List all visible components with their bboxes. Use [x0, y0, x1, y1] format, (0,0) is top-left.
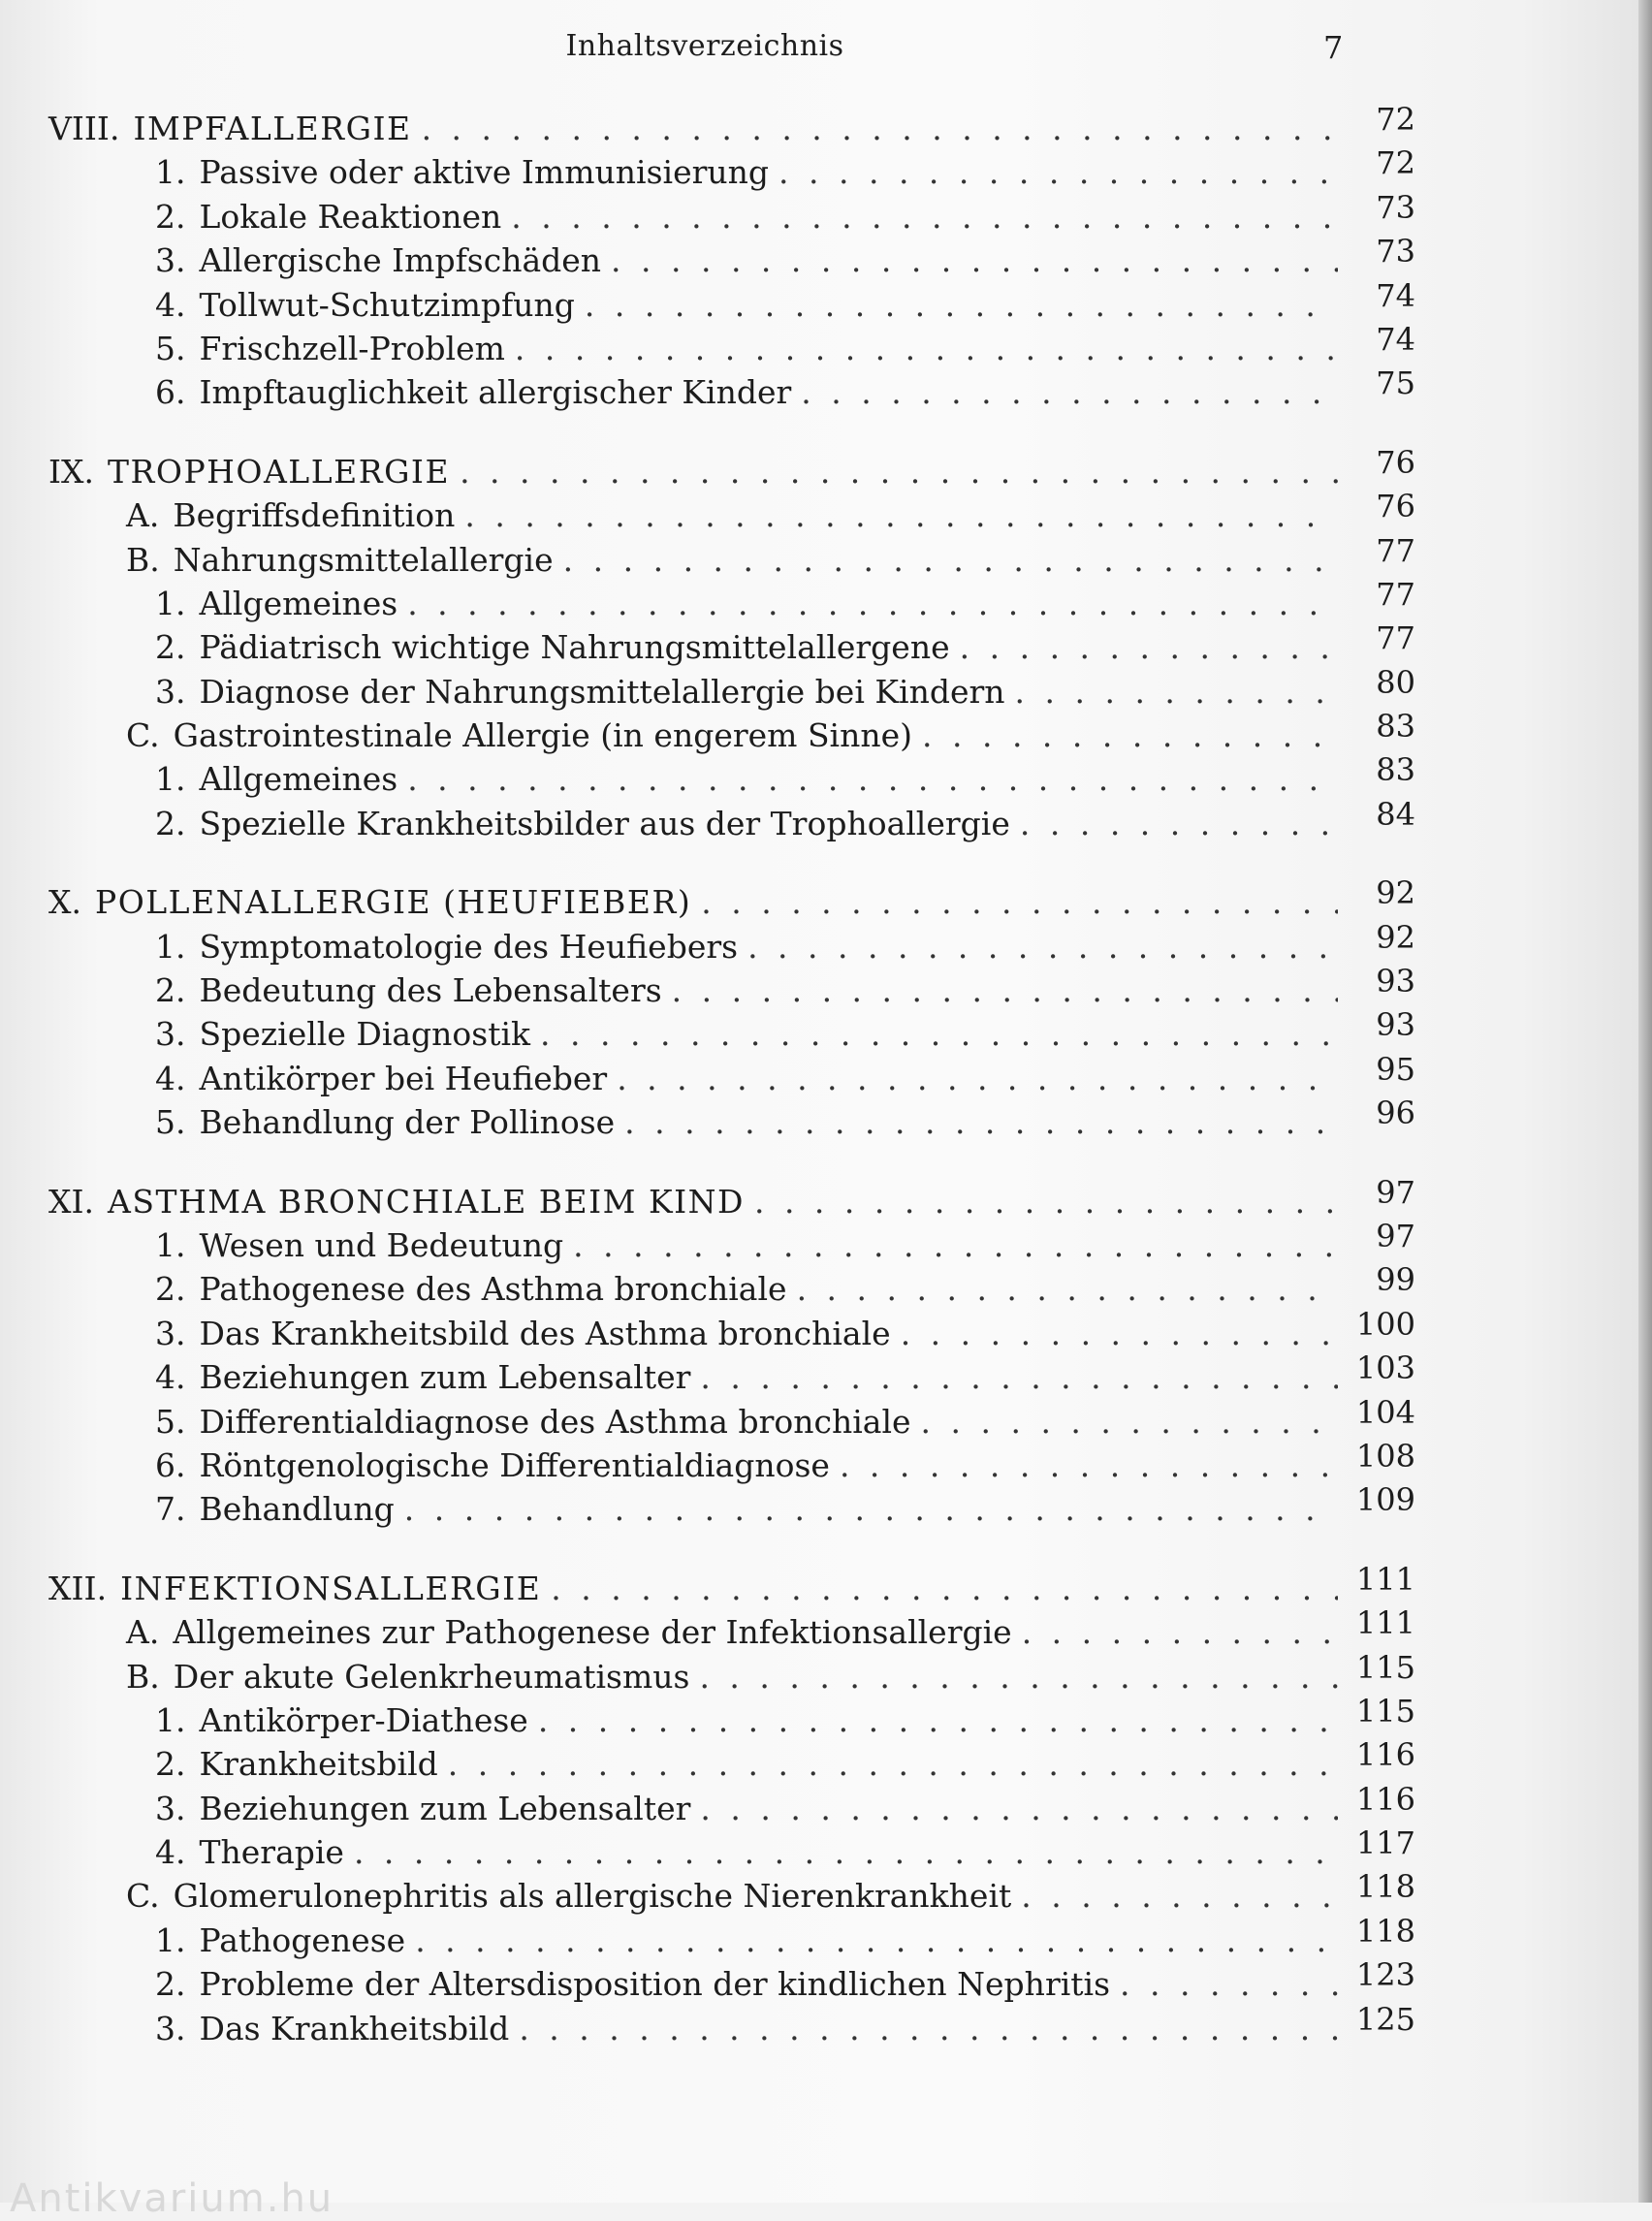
toc-entry-number: 2.: [155, 197, 186, 236]
toc-entry-page: 116: [1355, 1736, 1415, 1774]
toc-entry-item: [0, 1050, 1415, 1100]
toc-entry-number: 5.: [155, 1103, 186, 1142]
toc-entry-item: [0, 795, 1415, 845]
toc-dot-leader: [701, 880, 1338, 924]
toc-entry-page: 92: [1376, 874, 1415, 912]
toc-entry-page: 118: [1355, 1868, 1415, 1906]
toc-entry-page: 97: [1376, 1173, 1415, 1211]
toc-dot-leader: [922, 714, 1338, 757]
toc-entry-title: Antikörper bei Heufieber: [199, 1059, 608, 1097]
toc-entry-title: Behandlung: [199, 1490, 395, 1529]
toc-dot-leader: [1015, 670, 1338, 714]
toc-entry-title: Allgemeines: [199, 584, 398, 622]
toc-entry-page: 75: [1376, 365, 1415, 402]
toc-dot-leader: [1120, 1962, 1338, 2006]
toc-entry-title: Symptomatologie des Heufiebers: [199, 927, 739, 966]
toc-dot-leader: [797, 1267, 1338, 1311]
toc-entry-number: 2.: [155, 1270, 186, 1309]
toc-entry-item: [0, 233, 1415, 282]
toc-entry-page: 109: [1355, 1481, 1415, 1519]
toc-entry-page: 104: [1355, 1393, 1415, 1431]
toc-dot-leader: [960, 625, 1338, 669]
toc-entry-page: 111: [1355, 1604, 1415, 1642]
toc-entry-page: 72: [1376, 101, 1415, 138]
toc-entry-number: 3.: [155, 241, 186, 280]
toc-entry-subitem: [0, 1780, 1415, 1830]
toc-entry-title: Allgemeines zur Pathogenese der Infektionsallergie: [173, 1613, 1012, 1652]
toc-dot-leader: [519, 2007, 1338, 2050]
toc-entry-page: 95: [1376, 1050, 1415, 1088]
toc-entry-title: Wesen und Bedeutung: [199, 1225, 564, 1264]
toc-entry-number: 4.: [155, 1833, 186, 1872]
toc-entry-page: 108: [1355, 1437, 1415, 1475]
toc-entry-title: Behandlung der Pollinose: [199, 1103, 616, 1142]
toc-entry-page: 116: [1355, 1780, 1415, 1818]
toc-entry-title: Krankheitsbild: [199, 1745, 438, 1784]
toc-entry-subitem: [0, 2000, 1415, 2050]
toc-entry-item: [0, 1006, 1415, 1056]
toc-entry-page: 96: [1376, 1095, 1415, 1132]
toc-entry-item: [0, 1481, 1415, 1531]
toc-dot-leader: [1021, 1874, 1338, 1918]
toc-entry-number: 7.: [155, 1490, 186, 1529]
toc-entry-title: INFEKTIONSALLERGIE: [120, 1569, 542, 1607]
toc-entry-number: 6.: [155, 373, 186, 412]
toc-entry-chapter: [0, 874, 1415, 924]
toc-entry-item: [0, 619, 1415, 669]
toc-dot-leader: [700, 1787, 1338, 1830]
toc-entry-chapter: [0, 101, 1415, 150]
toc-entry-number: 1.: [155, 927, 186, 966]
toc-entry-title: Spezielle Krankheitsbilder aus der Trophoallergie: [199, 804, 1010, 842]
toc-entry-page: 76: [1376, 443, 1415, 481]
toc-dot-leader: [585, 283, 1338, 327]
toc-entry-number: 2.: [155, 804, 186, 842]
toc-entry-page: 74: [1376, 276, 1415, 314]
toc-entry-number: 5.: [155, 329, 186, 367]
toc-entry-number: 1.: [155, 153, 186, 192]
toc-dot-leader: [801, 370, 1338, 414]
toc-entry-title: POLLENALLERGIE (HEUFIEBER): [94, 883, 692, 922]
toc-dot-leader: [460, 450, 1338, 493]
running-title: Inhaltsverzeichnis: [565, 29, 844, 63]
toc-entry-page: 99: [1376, 1261, 1415, 1299]
toc-dot-leader: [448, 1742, 1338, 1786]
toc-dot-leader: [538, 1698, 1338, 1742]
toc-dot-leader: [754, 1180, 1338, 1223]
toc-entry-number: 4.: [155, 285, 186, 324]
toc-dot-leader: [1020, 802, 1338, 845]
toc-entry-number: XII.: [48, 1569, 108, 1607]
toc-dot-leader: [747, 925, 1338, 968]
toc-entry-number: 2.: [155, 628, 186, 667]
toc-entry-item: [0, 1217, 1415, 1267]
toc-entry-number: VIII.: [48, 110, 120, 147]
toc-entry-title: Diagnose der Nahrungsmittelallergie bei Kindern: [199, 672, 1005, 711]
toc-entry-page: 97: [1376, 1217, 1415, 1254]
toc-entry-number: 1.: [155, 584, 186, 622]
toc-entry-title: Differentialdiagnose des Asthma bronchiale: [199, 1402, 911, 1441]
toc-entry-item: [0, 276, 1415, 327]
toc-entry-title: Therapie: [199, 1833, 344, 1872]
toc-entry-item: [0, 575, 1415, 625]
toc-dot-leader: [354, 1830, 1338, 1874]
toc-entry-title: Pathogenese des Asthma bronchiale: [199, 1270, 787, 1309]
toc-entry-page: 93: [1376, 963, 1415, 1000]
toc-dot-leader: [464, 493, 1338, 537]
toc-entry-title: IMPFALLERGIE: [133, 110, 412, 147]
toc-entry-page: 76: [1376, 488, 1415, 525]
toc-entry-title: Bedeutung des Lebensalters: [199, 971, 662, 1010]
table-of-contents: [0, 101, 1652, 2085]
toc-entry-title: Probleme der Altersdisposition der kindlichen Nephritis: [199, 1965, 1111, 2004]
toc-dot-leader: [700, 1355, 1338, 1399]
toc-entry-page: 93: [1376, 1006, 1415, 1044]
toc-entry-chapter: [0, 443, 1415, 493]
toc-dot-leader: [624, 1100, 1338, 1144]
toc-entry-number: 4.: [155, 1358, 186, 1397]
toc-entry-number: 5.: [155, 1402, 186, 1441]
toc-entry-page: 77: [1376, 619, 1415, 657]
toc-entry-number: 2.: [155, 1965, 186, 2004]
toc-entry-item: [0, 1261, 1415, 1311]
toc-dot-leader: [415, 1919, 1338, 1962]
toc-dot-leader: [407, 757, 1338, 801]
toc-entry-item: [0, 1393, 1415, 1444]
toc-entry-letter: [0, 531, 1415, 582]
toc-entry-page: 83: [1376, 751, 1415, 789]
toc-entry-page: 77: [1376, 575, 1415, 613]
toc-entry-number: 6.: [155, 1445, 186, 1484]
toc-entry-chapter: [0, 1560, 1415, 1610]
toc-entry-page: 125: [1355, 2000, 1415, 2038]
toc-entry-title: Glomerulonephritis als allergische Nierenkrankheit: [173, 1877, 1012, 1916]
toc-entry-item: [0, 1437, 1415, 1487]
toc-entry-item: [0, 365, 1415, 414]
toc-section: [0, 874, 1652, 1144]
toc-entry-title: Röntgenologische Differentialdiagnose: [199, 1445, 830, 1484]
toc-entry-number: A.: [126, 496, 160, 535]
toc-entry-title: Beziehungen zum Lebensalter: [199, 1789, 691, 1827]
toc-dot-leader: [404, 1487, 1338, 1531]
toc-entry-item: [0, 963, 1415, 1012]
toc-entry-title: Beziehungen zum Lebensalter: [199, 1358, 691, 1397]
toc-entry-number: 1.: [155, 1225, 186, 1264]
toc-entry-page: 100: [1355, 1305, 1415, 1343]
toc-entry-page: 115: [1355, 1692, 1415, 1729]
toc-entry-number: 1.: [155, 1920, 186, 1959]
toc-entry-title: Der akute Gelenkrheumatismus: [173, 1657, 690, 1696]
toc-entry-number: 1.: [155, 1700, 186, 1739]
toc-entry-title: Pathogenese: [199, 1920, 406, 1959]
toc-dot-leader: [515, 327, 1338, 370]
toc-entry-number: B.: [126, 1657, 160, 1696]
toc-entry-number: B.: [126, 540, 160, 579]
toc-entry-number: 3.: [155, 1015, 186, 1054]
toc-entry-number: 3.: [155, 1789, 186, 1827]
toc-entry-letter: [0, 488, 1415, 537]
toc-section: [0, 1173, 1652, 1532]
toc-dot-leader: [617, 1057, 1338, 1100]
toc-entry-title: Das Krankheitsbild: [199, 2009, 510, 2047]
toc-entry-title: Lokale Reaktionen: [199, 197, 502, 236]
toc-entry-number: C.: [126, 1877, 160, 1916]
toc-dot-leader: [422, 107, 1338, 150]
toc-entry-item: [0, 1305, 1415, 1355]
toc-entry-subitem: [0, 1736, 1415, 1786]
toc-dot-leader: [511, 195, 1338, 238]
toc-entry-subitem: [0, 1956, 1415, 2006]
toc-entry-title: ASTHMA BRONCHIALE BEIM KIND: [108, 1182, 745, 1221]
toc-entry-page: 117: [1355, 1824, 1415, 1862]
toc-entry-letter: [0, 1604, 1415, 1654]
toc-entry-title: Spezielle Diagnostik: [199, 1015, 531, 1054]
toc-entry-page: 80: [1376, 663, 1415, 701]
toc-entry-title: Passive oder aktive Immunisierung: [199, 153, 770, 192]
running-header: [0, 29, 1652, 68]
toc-entry-number: 3.: [155, 1314, 186, 1352]
toc-entry-subitem: [0, 1692, 1415, 1742]
toc-entry-title: TROPHOALLERGIE: [108, 452, 451, 491]
toc-dot-leader: [840, 1444, 1338, 1487]
page-number: 7: [1323, 29, 1344, 66]
toc-dot-leader: [1022, 1610, 1338, 1654]
toc-entry-title: Allergische Impfschäden: [199, 241, 602, 280]
toc-entry-letter: [0, 1648, 1415, 1698]
toc-section: [0, 443, 1652, 846]
toc-dot-leader: [778, 150, 1338, 194]
toc-entry-number: 2.: [155, 971, 186, 1010]
toc-entry-page: 84: [1376, 795, 1415, 833]
toc-entry-number: IX.: [48, 452, 95, 491]
toc-entry-number: 2.: [155, 1745, 186, 1784]
toc-entry-item: [0, 918, 1415, 968]
toc-entry-title: Nahrungsmittelallergie: [173, 540, 554, 579]
toc-entry-letter: [0, 1868, 1415, 1918]
toc-entry-page: 73: [1376, 188, 1415, 226]
toc-dot-leader: [551, 1567, 1338, 1610]
toc-entry-subitem: [0, 1912, 1415, 1962]
toc-entry-title: Antikörper-Diathese: [199, 1700, 528, 1739]
toc-dot-leader: [901, 1312, 1338, 1355]
toc-entry-number: A.: [126, 1613, 160, 1652]
toc-entry-title: Pädiatrisch wichtige Nahrungsmittelallergene: [199, 628, 950, 667]
toc-entry-number: C.: [126, 716, 160, 755]
toc-dot-leader: [573, 1223, 1338, 1267]
toc-entry-page: 73: [1376, 233, 1415, 270]
toc-section: [0, 101, 1652, 415]
toc-entry-item: [0, 320, 1415, 370]
toc-entry-number: X.: [48, 883, 81, 922]
toc-entry-page: 92: [1376, 918, 1415, 956]
toc-entry-page: 103: [1355, 1349, 1415, 1387]
toc-entry-number: 1.: [155, 760, 186, 799]
toc-entry-title: Allgemeines: [199, 760, 398, 799]
toc-dot-leader: [611, 238, 1338, 282]
toc-entry-subitem: [0, 1824, 1415, 1874]
toc-dot-leader: [699, 1655, 1338, 1698]
toc-entry-title: Tollwut-Schutzimpfung: [199, 285, 575, 324]
toc-entry-number: 4.: [155, 1059, 186, 1097]
toc-entry-item: [0, 188, 1415, 238]
toc-entry-page: 123: [1355, 1956, 1415, 1994]
toc-dot-leader: [563, 538, 1338, 582]
toc-entry-title: Gastrointestinale Allergie (in engerem Sinne): [173, 716, 913, 755]
toc-entry-title: Frischzell-Problem: [199, 329, 505, 367]
toc-entry-number: 3.: [155, 672, 186, 711]
toc-entry-number: 3.: [155, 2009, 186, 2047]
toc-entry-page: 72: [1376, 144, 1415, 182]
toc-entry-title: Das Krankheitsbild des Asthma bronchiale: [199, 1314, 891, 1352]
toc-dot-leader: [672, 968, 1338, 1012]
toc-entry-chapter: [0, 1173, 1415, 1223]
toc-dot-leader: [407, 582, 1338, 625]
toc-entry-letter: [0, 708, 1415, 757]
toc-entry-number: XI.: [48, 1182, 95, 1221]
toc-entry-page: 115: [1355, 1648, 1415, 1686]
toc-entry-item: [0, 663, 1415, 714]
toc-entry-item: [0, 1349, 1415, 1399]
toc-dot-leader: [921, 1400, 1338, 1444]
toc-entry-title: Begriffsdefinition: [173, 496, 456, 535]
toc-entry-page: 74: [1376, 320, 1415, 358]
toc-entry-page: 111: [1355, 1560, 1415, 1598]
toc-entry-item: [0, 144, 1415, 194]
toc-entry-page: 77: [1376, 531, 1415, 569]
toc-entry-title: Impftauglichkeit allergischer Kinder: [199, 373, 792, 412]
watermark-text: Antikvarium.hu: [10, 2176, 334, 2221]
toc-entry-item: [0, 751, 1415, 801]
toc-entry-page: 83: [1376, 708, 1415, 746]
toc-entry-item: [0, 1095, 1415, 1144]
toc-entry-page: 118: [1355, 1912, 1415, 1950]
toc-dot-leader: [540, 1012, 1338, 1056]
toc-section: [0, 1560, 1652, 2050]
